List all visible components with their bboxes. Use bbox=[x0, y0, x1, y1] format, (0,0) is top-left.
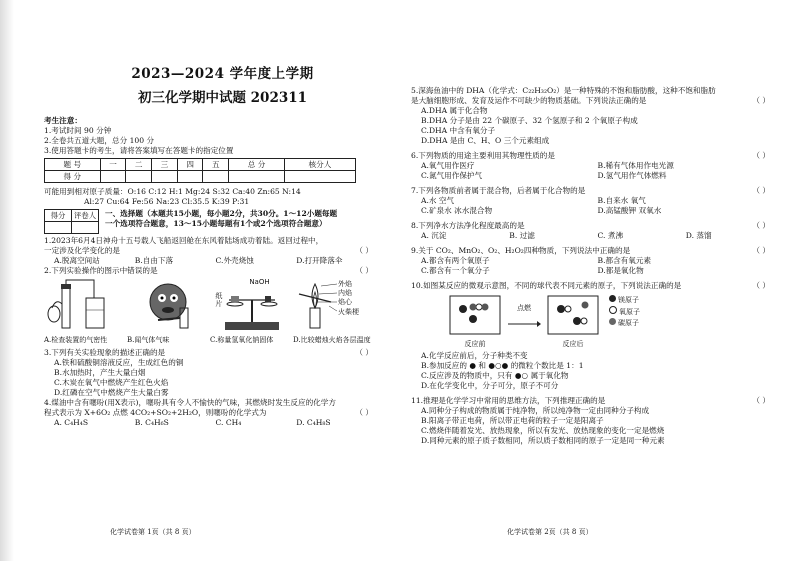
q7-option-d: D.高锰酸钾 双氧水 bbox=[597, 206, 662, 215]
q7-answer-blank: （ ） bbox=[752, 186, 770, 195]
q6-answer-blank: （ ） bbox=[752, 151, 770, 160]
q11-option-d: D.同种元素的原子质子数相同，所以质子数相同的原子一定是同一种元素 bbox=[421, 436, 665, 445]
q4-text: 4.煤油中含有噻吩(用X表示)，噻吩具有令人不愉快的气味，其燃烧时发生反应的化学方 bbox=[44, 398, 336, 407]
notes-title: 考生注意： bbox=[44, 116, 82, 125]
q11-answer-blank: （ ） bbox=[752, 396, 770, 405]
candle-flame-figure bbox=[295, 278, 373, 334]
q6-option-a: A.氧气用作医疗 bbox=[421, 161, 475, 170]
q9-answer-blank: （ ） bbox=[752, 246, 770, 255]
q1-options bbox=[44, 256, 373, 266]
note-3: 3.使用答题卡的考生，请将答案填写在答题卡的指定位置 bbox=[44, 146, 234, 155]
q10-option-b: B.参加反应的 ● 和 ●○● 的微粒个数比是 1：1 bbox=[421, 361, 584, 370]
q8-option-c: C. 煮沸 bbox=[597, 231, 624, 240]
score-header-cell: 三 bbox=[152, 159, 178, 171]
q10-text: 10.如图某反应的微观示意图，不同的球代表不同元素的原子，下列说法正确的是 bbox=[411, 281, 682, 290]
q11-option-b: B.阳离子带正电荷，所以带正电荷的粒子一定是阳离子 bbox=[421, 416, 604, 425]
q5-text-cont: 是大脑细胞形成、发育及运作不可缺少的物质基础。下列说法正确的是 bbox=[411, 96, 647, 105]
paper-label: 纸片 bbox=[215, 292, 223, 308]
q8-option-a: A. 沉淀 bbox=[421, 231, 447, 240]
grader-score-label: 得分 bbox=[45, 210, 72, 222]
q8-text: 8.下列净水方法净化程度最高的是 bbox=[411, 221, 525, 230]
q11-text: 11.推理是化学学习中常用的思维方法，下列推理正确的是 bbox=[411, 396, 606, 405]
score-header-cell: 五 bbox=[203, 159, 229, 171]
q8-answer-blank: （ ） bbox=[752, 221, 770, 230]
right-page bbox=[397, 0, 794, 561]
section-1-header bbox=[44, 209, 373, 234]
q7-text: 7.下列各物质前者属于混合物，后者属于化合物的是 bbox=[411, 186, 586, 195]
score-table bbox=[44, 158, 356, 183]
q9-option-b: B.都含有氧元素 bbox=[597, 256, 652, 265]
q5-option-b: B.DHA 分子是由 22 个碳原子、32 个氢原子和 2 个氧原子构成 bbox=[421, 116, 638, 125]
q10-option-d: D.在化学变化中，分子可分，原子不可分 bbox=[421, 381, 559, 390]
q5-option-c: C.DHA 中含有氧分子 bbox=[421, 126, 496, 135]
q2-captions bbox=[44, 335, 373, 345]
q11-option-a: A.同种分子构成的物质属于纯净物，所以纯净物一定由同种分子构成 bbox=[421, 406, 650, 415]
q3-option-b: B.水加热时，产生大量白烟 bbox=[54, 368, 146, 377]
q4-answer-blank: （ ） bbox=[355, 408, 373, 417]
q5-text: 5.深海鱼油中的 DHA（化学式：C₂₂H₃₂O₂）是一种特殊的不饱和脂肪酸，这种不饱和脂肪 bbox=[411, 86, 716, 95]
q6-option-b: B.稀有气体用作电光源 bbox=[597, 161, 674, 170]
exam-title-year: 2023—2024 学年度上学期 bbox=[131, 66, 314, 82]
q3-option-a: A.铁和硫酸铜溶液反应，生成红色的铜 bbox=[54, 358, 184, 367]
q9-option-c: C.都含有一个氧分子 bbox=[421, 266, 490, 275]
q5-option-a: A.DHA 属于化合物 bbox=[421, 106, 488, 115]
legend-mg: 镁原子 bbox=[618, 296, 639, 304]
q10-answer-blank: （ ） bbox=[752, 281, 770, 290]
q1-text: 1.2023年6月4日神舟十五号载人飞船返回舱在东风着陆场成功着陆。返回过程中， bbox=[44, 236, 324, 245]
score-cell bbox=[203, 171, 229, 183]
score-cell bbox=[100, 171, 126, 183]
matchstick-label: 火柴梗 bbox=[337, 308, 359, 316]
q1-option-b: B.自由下落 bbox=[134, 256, 174, 265]
score-header-cell: 一 bbox=[100, 159, 126, 171]
q2-option-d: D.比较蜡烛火焰各层温度 bbox=[293, 336, 371, 344]
q1-option-c: C.外壳烧蚀 bbox=[215, 256, 254, 265]
right-page-footer: 化学试卷第 2页（共 8 页） bbox=[507, 528, 593, 536]
section-1-title: 一、选择题（本题共15小题，每小题2分，共30分。1～12小题每题 bbox=[105, 209, 338, 218]
left-page-footer: 化学试卷第 1页（共 8 页） bbox=[110, 528, 196, 536]
legend-c: 碳原子 bbox=[618, 319, 639, 327]
score-header-cell: 题 号 bbox=[45, 159, 101, 171]
score-cell bbox=[229, 171, 285, 183]
q4-option-d: D. C₄H₈S bbox=[296, 418, 331, 427]
q9-option-a: A.都含有两个氧原子 bbox=[421, 256, 490, 265]
after-reaction-box bbox=[547, 295, 599, 349]
smelling-gas-figure bbox=[128, 278, 206, 334]
q7-option-c: C.矿泉水 冰水混合物 bbox=[421, 206, 493, 215]
flame-core-label: 焰心 bbox=[337, 298, 352, 306]
q8-option-d: D. 蒸馏 bbox=[685, 231, 712, 240]
q1-answer-blank: （ ） bbox=[355, 246, 373, 255]
q1-option-d: D.打开降落伞 bbox=[296, 256, 343, 265]
q1-option-a: A.脱离空间站 bbox=[54, 256, 100, 265]
q2-answer-blank: （ ） bbox=[355, 266, 373, 275]
q5-answer-blank: （ ） bbox=[752, 96, 770, 105]
q10-option-a: A.化学反应前后，分子种类不变 bbox=[421, 351, 528, 360]
q6-text: 6.下列物质的用途主要利用其物理性质的是 bbox=[411, 151, 555, 160]
exam-title: 初三化学期中试题 202311 bbox=[137, 90, 308, 106]
mg-atom-icon bbox=[609, 295, 616, 302]
condition-label: 点燃 bbox=[517, 304, 531, 312]
c-atom-icon bbox=[609, 318, 616, 325]
q4-options bbox=[44, 418, 373, 428]
naoh-label: NaOH bbox=[249, 278, 270, 286]
q9-option-d: D.都是氧化物 bbox=[597, 266, 644, 275]
q8-option-b: B. 过滤 bbox=[509, 231, 535, 240]
before-label: 反应前 bbox=[464, 340, 486, 348]
score-cell bbox=[152, 171, 178, 183]
q3-answer-blank: （ ） bbox=[355, 348, 373, 357]
score-cell: 得 分 bbox=[45, 171, 101, 183]
score-header-cell: 总 分 bbox=[229, 159, 285, 171]
grader-score-cell bbox=[45, 222, 72, 234]
q2-option-b: B.闻气体气味 bbox=[127, 336, 170, 344]
note-2: 2.全卷共五道大题，总分 100 分 bbox=[44, 136, 155, 145]
score-header-cell: 二 bbox=[126, 159, 152, 171]
atomic-masses-1: 可能用到相对原子质量：O:16 C:12 H:1 Mg:24 S:32 Ca:40 Zn:65 N:14 bbox=[44, 187, 301, 196]
q2-text: 2.下列实验操作的图示中错误的是 bbox=[44, 266, 158, 275]
q2-option-a: A.检查装置的气密性 bbox=[44, 336, 108, 344]
q4-text-cont: 程式表示为 X+6O₂ 点燃 4CO₂+SO₂+2H₂O，则噻吩的化学式为 bbox=[44, 408, 267, 417]
legend-o: 氧原子 bbox=[619, 308, 640, 316]
score-header-cell: 四 bbox=[177, 159, 203, 171]
grader-name-cell bbox=[72, 222, 99, 234]
section-1-title-cont: 一个选项符合题意，13～15小题每题有1个或2个选项符合题意） bbox=[105, 219, 327, 228]
o-atom-icon bbox=[609, 306, 617, 314]
reaction-arrow bbox=[507, 295, 541, 335]
inner-flame-label: 内焰 bbox=[337, 289, 352, 297]
q3-option-d: D.红磷在空气中燃烧产生大量白雾 bbox=[54, 388, 169, 397]
q1-text-cont: 一定涉及化学变化的是 bbox=[44, 246, 120, 255]
grader-box bbox=[44, 209, 99, 234]
q6-option-d: D.氢气用作气体燃料 bbox=[597, 171, 667, 180]
reaction-diagram bbox=[449, 295, 770, 349]
q7-option-a: A.水 空气 bbox=[421, 196, 455, 205]
weighing-naoh-figure bbox=[211, 278, 289, 334]
q4-option-b: B. C₄H₆S bbox=[134, 418, 169, 427]
q2-figures bbox=[44, 278, 373, 334]
score-cell bbox=[284, 171, 355, 183]
q2-option-c: C.称量氢氧化钠固体 bbox=[210, 336, 274, 344]
q8-options bbox=[411, 231, 770, 241]
before-reaction-box bbox=[449, 295, 501, 349]
q3-option-c: C.木炭在氧气中燃烧产生红色火焰 bbox=[54, 378, 169, 387]
grader-name-label: 评卷人 bbox=[72, 210, 99, 222]
score-cell bbox=[177, 171, 203, 183]
q4-option-c: C. CH₄ bbox=[215, 418, 242, 427]
note-1: 1.考试时间 90 分钟 bbox=[44, 126, 112, 135]
q5-option-d: D.DHA 是由 C、H、O 三个元素组成 bbox=[421, 136, 550, 145]
score-header-cell: 核分人 bbox=[284, 159, 355, 171]
q10-option-c: C.反应涉及的物质中，只有 ●○ 属于氧化物 bbox=[421, 371, 569, 380]
airtightness-apparatus-figure bbox=[44, 278, 122, 334]
q11-option-c: C.燃烧伴随着发光、放热现象，所以有发光、放热现象的变化一定是燃烧 bbox=[421, 426, 665, 435]
diagram-legend bbox=[609, 295, 640, 329]
q3-text: 3.下列有关实验现象的描述正确的是 bbox=[44, 348, 166, 357]
score-cell bbox=[126, 171, 152, 183]
q6-option-c: C.氮气用作保护气 bbox=[421, 171, 483, 180]
q4-option-a: A. C₄H₄S bbox=[54, 418, 89, 427]
q9-text: 9.关于 CO₂、MnO₂、O₂、H₂O₂四种物质，下列说法中正确的是 bbox=[411, 246, 631, 255]
outer-flame-label: 外焰 bbox=[337, 280, 352, 288]
q7-option-b: B.自来水 氧气 bbox=[597, 196, 646, 205]
after-label: 反应后 bbox=[562, 340, 584, 348]
atomic-masses-2: Al:27 Cu:64 Fe:56 Na:23 Cl:35.5 K:39 P:31 bbox=[84, 197, 250, 206]
